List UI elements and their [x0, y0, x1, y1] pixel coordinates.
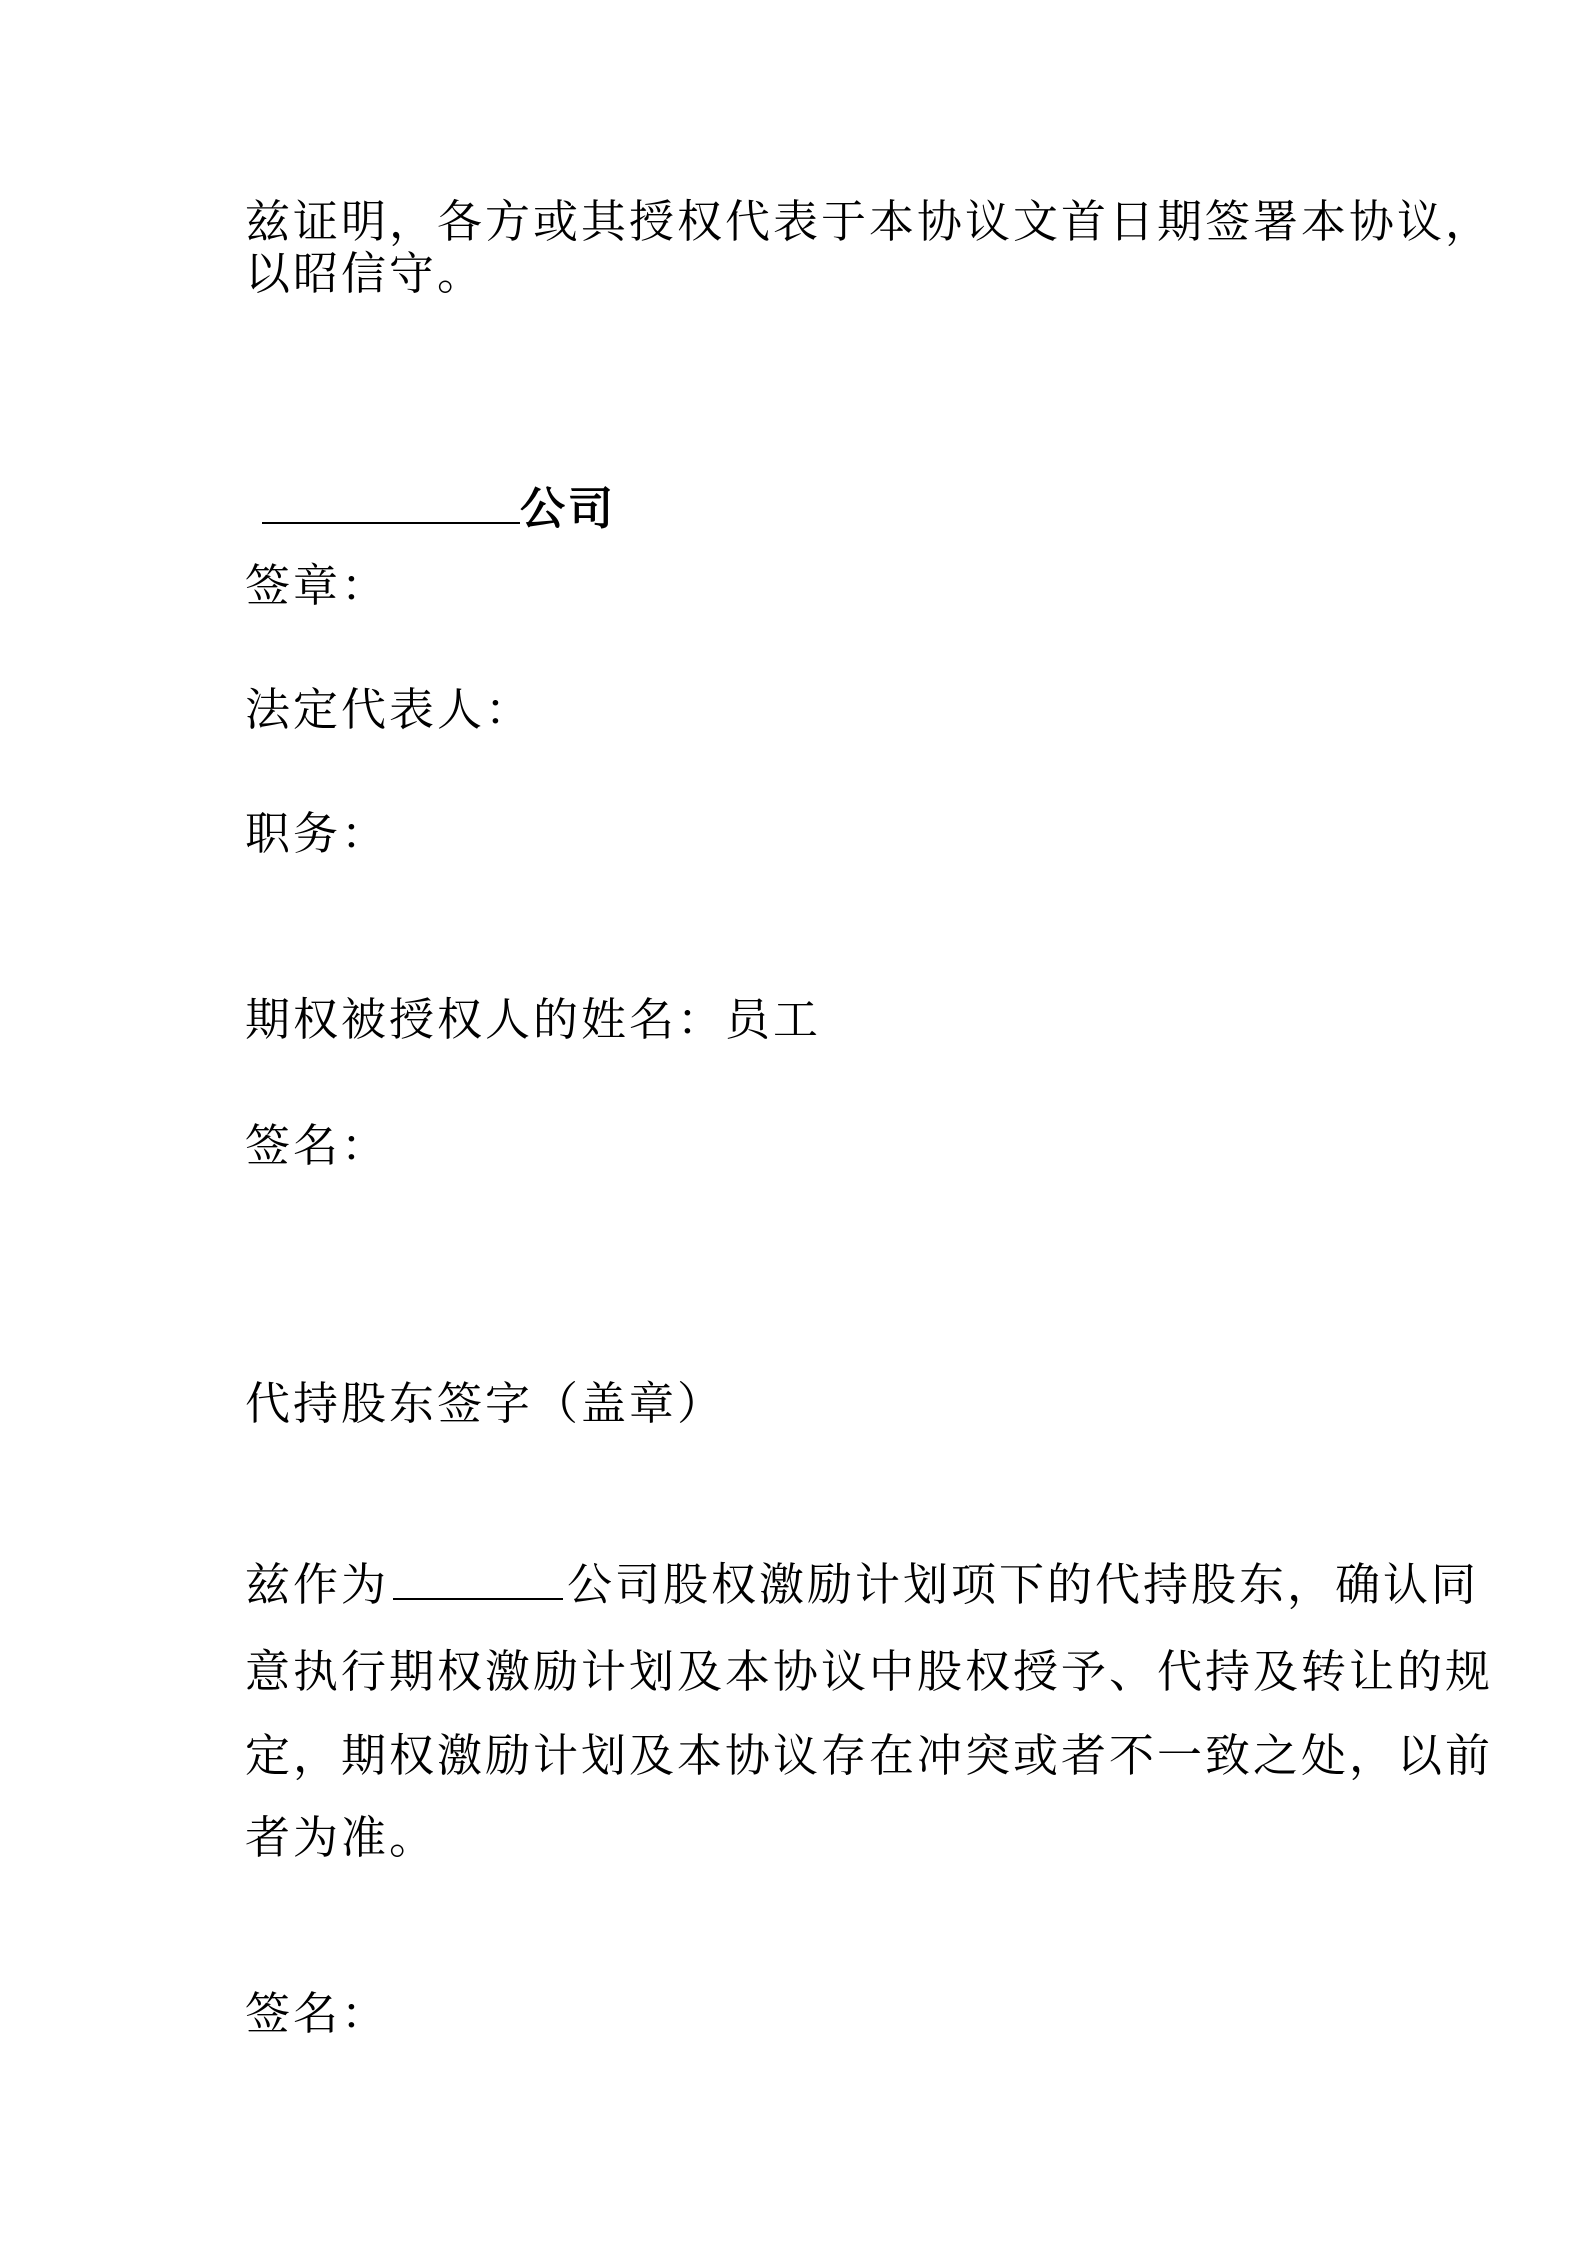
- nominee-company-blank: [393, 1558, 563, 1600]
- nominee-paragraph-line-1: [245, 1558, 1479, 1611]
- nominee-para-line1-rest: 公司股权激励计划项下的代持股东，确认同: [567, 1558, 1480, 1611]
- grantee-name-label: 期权被授权人的姓名：员工: [245, 993, 822, 1046]
- nominee-paragraph-line-2: 意执行期权激励计划及本协议中股权授予、代持及转让的规: [245, 1645, 1494, 1698]
- company-name-blank: [262, 482, 520, 524]
- company-suffix: 公司: [520, 482, 617, 535]
- nominee-paragraph-line-3: 定，期权激励计划及本协议存在冲突或者不一致之处，以前: [245, 1729, 1494, 1782]
- nominee-signature-label: 签名：: [245, 1987, 390, 2040]
- nominee-paragraph-line-4: 者为准。: [245, 1811, 438, 1864]
- position-label: 职务：: [245, 807, 390, 860]
- nominee-heading: 代持股东签字（盖章）: [245, 1377, 726, 1430]
- grantee-signature-label: 签名：: [245, 1119, 390, 1172]
- nominee-para-prefix: 兹作为: [245, 1558, 390, 1611]
- seal-label: 签章：: [245, 559, 390, 612]
- witness-line-2: 以昭信守。: [245, 247, 486, 300]
- company-name-line: [245, 482, 616, 535]
- witness-line-1: 兹证明，各方或其授权代表于本协议文首日期签署本协议，: [245, 195, 1494, 248]
- legal-representative-label: 法定代表人：: [245, 683, 534, 736]
